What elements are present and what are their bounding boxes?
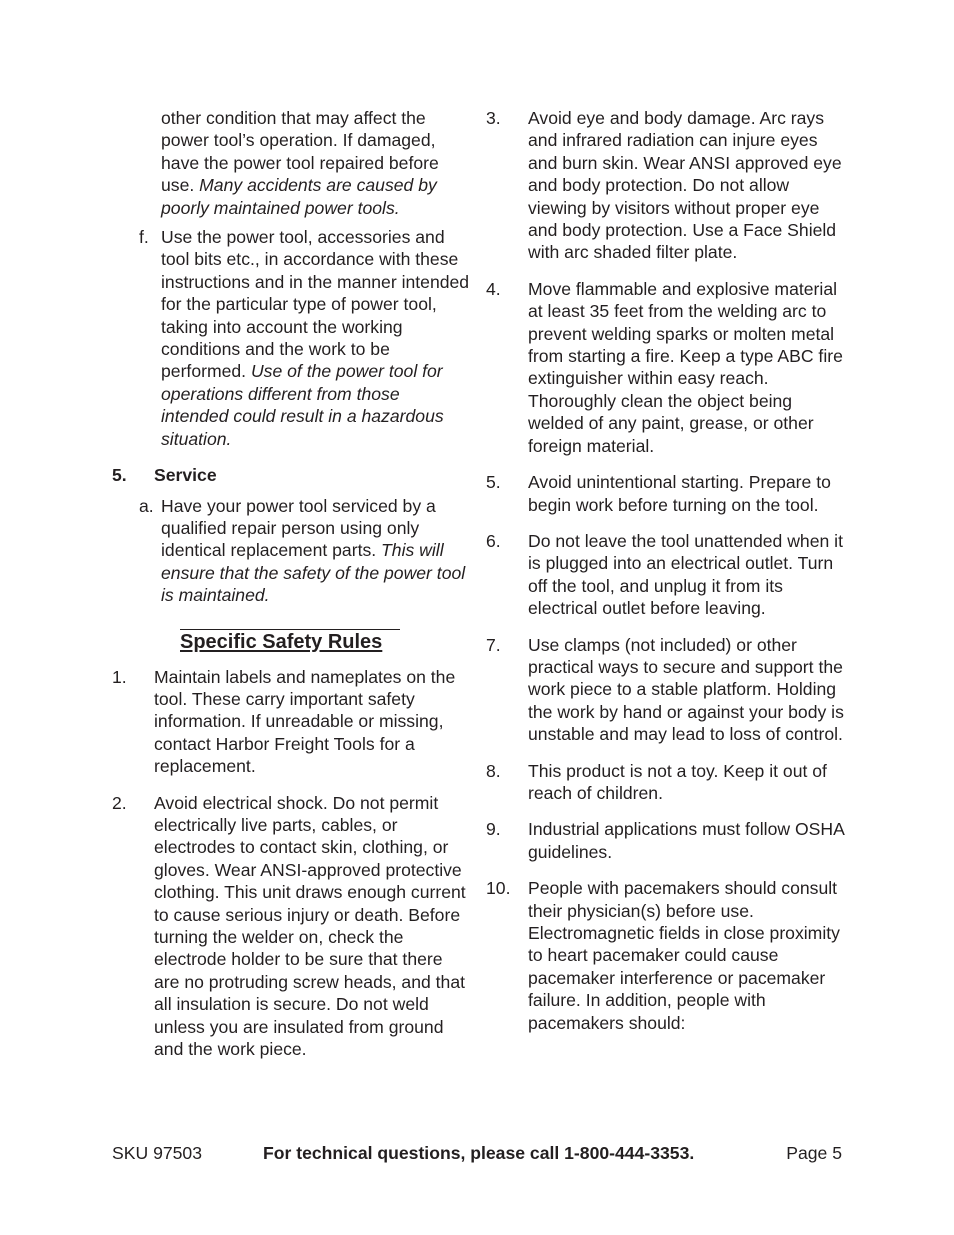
rule-number: 5. — [486, 472, 501, 493]
rule-number: 2. — [112, 792, 127, 813]
safety-rule — [486, 877, 846, 1034]
rule-number: 9. — [486, 819, 501, 840]
rule-number: 1. — [112, 666, 127, 687]
footer-sku: SKU 97503 — [112, 1143, 202, 1163]
sub-item-a — [112, 495, 472, 607]
safety-rule — [486, 634, 846, 746]
safety-rule — [112, 666, 472, 778]
item-marker: f. — [139, 227, 149, 248]
rule-number: 7. — [486, 634, 501, 655]
rule-text: Avoid unintentional starting. Prepare to begin work before turning on the tool. — [528, 472, 831, 515]
footer-page-number: Page 5 — [786, 1143, 842, 1163]
sub-item-f — [112, 226, 472, 450]
section-5-heading — [112, 464, 472, 486]
item-text-italic: This will ensure that the safety of the power tool is maintained. — [161, 540, 466, 606]
rule-text: This product is not a toy. Keep it out of reach of children. — [528, 760, 827, 803]
item-text: Have your power tool serviced by a qualified repair person using only identical replacement parts. — [161, 495, 436, 561]
item-text: Use the power tool, accessories and tool bits etc., in accordance with these instructions and in the manner intended for the particular type of power tool, taking into account the working conditions and the work to be performed. — [161, 227, 470, 382]
rule-number: 3. — [486, 108, 501, 128]
rule-text: Maintain labels and nameplates on the tool. These carry important safety information. If unreadable or missing, contact Harbor Freight Tools for a replacement. — [154, 666, 456, 777]
safety-rule — [486, 471, 846, 516]
item-text: other condition that may affect the power tool’s operation. If damaged, have the power tool repaired before use. — [161, 108, 439, 196]
footer-contact: For technical questions, please call 1-800-444-3353. — [263, 1143, 695, 1163]
safety-rule — [486, 760, 846, 805]
right-column — [486, 107, 846, 1034]
rule-number: 10. — [486, 878, 511, 899]
rule-text: Move flammable and explosive material at least 35 feet from the welding arc to prevent welding sparks or molten metal from starting a fire. Keep a type ABC fire extinguisher within easy reach. Thoroughly clean the object being welded of any paint, grease, or other foreign material. — [528, 278, 843, 456]
safety-rule — [486, 818, 846, 863]
safety-rule — [112, 792, 472, 1061]
continued-item-e — [112, 107, 472, 219]
rule-text: Use clamps (not included) or other practical ways to secure and support the work piece to a stable platform. Holding the work by hand or against your body is unstable and may lead to loss of control. — [528, 634, 844, 745]
rule-number: 8. — [486, 760, 501, 781]
safety-rule — [486, 530, 846, 620]
section-title: Service — [154, 465, 217, 486]
rule-number: 6. — [486, 530, 501, 551]
rule-text: Avoid eye and body damage. Arc rays and infrared radiation can injure eyes and burn skin. Wear ANSI approved eye and body protection. Do not allow viewing by visitors without proper eye and body protection. Use a Face Shield with arc shaded filter plate. — [528, 108, 842, 263]
rule-text: Do not leave the tool unattended when it is plugged into an electrical outlet. Turn off the tool, and unplug it from its electrical outlet before leaving. — [528, 530, 843, 619]
section-number: 5. — [112, 465, 127, 486]
section-heading: Specific Safety Rules — [180, 629, 400, 654]
rule-text: Industrial applications must follow OSHA guidelines. — [528, 819, 844, 862]
rule-number: 4. — [486, 278, 501, 299]
rule-text: People with pacemakers should consult their physician(s) before use. Electromagnetic fields in close proximity to heart pacemaker could cause pacemaker interference or pacemaker failure. In addition, people with pacemakers should: — [528, 878, 840, 1033]
left-column — [112, 107, 472, 1060]
safety-rule — [486, 278, 846, 457]
safety-rule — [486, 107, 846, 264]
item-marker: a. — [139, 495, 154, 516]
item-text-italic: Many accidents are caused by poorly maintained power tools. — [161, 175, 437, 218]
item-text-italic: Use of the power tool for operations different from those intended could result in a hazardous situation. — [161, 361, 444, 449]
rule-text: Avoid electrical shock. Do not permit electrically live parts, cables, or electrodes to contact skin, clothing, or gloves. Wear ANSI-approved protective clothing. This unit draws enough current to cause serious injury or death. Before turning the welder on, check the electrode holder to be sure that there are no protruding screw heads, and that all insulation is secure. Do not weld unless you are insulated from ground and the work piece. — [154, 792, 466, 1060]
